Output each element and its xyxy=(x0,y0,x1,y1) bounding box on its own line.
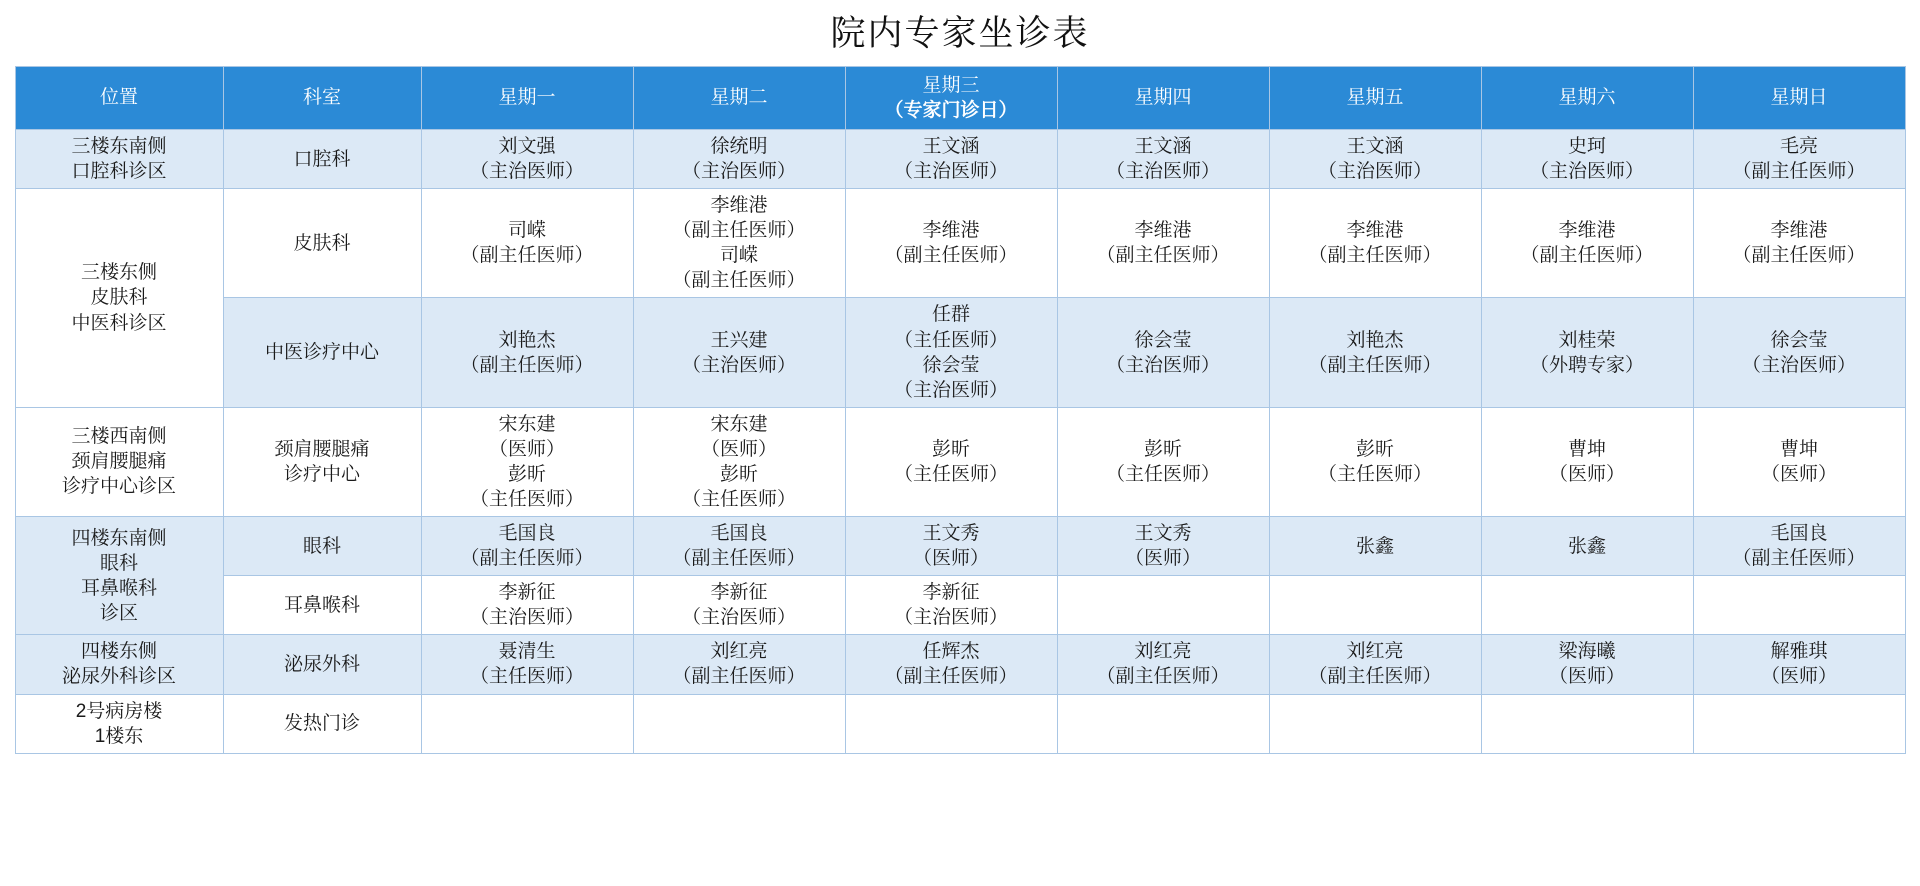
location-line: 泌尿外科诊区 xyxy=(61,666,176,688)
schedule-cell xyxy=(421,576,633,635)
department-line: 颈肩腰腿痛 xyxy=(274,438,370,460)
schedule-cell xyxy=(1481,694,1693,753)
location-line: 三楼东侧 xyxy=(80,262,157,284)
doctor-line: 李维港 xyxy=(1134,220,1192,242)
location-line: 2号病房楼 xyxy=(75,700,163,722)
location-line: 三楼东南侧 xyxy=(71,136,167,157)
doctor-line: 任辉杰 xyxy=(922,641,980,663)
schedule-cell xyxy=(845,517,1057,576)
location-line: 口腔科诊区 xyxy=(71,161,167,183)
schedule-cell xyxy=(845,635,1057,694)
schedule-cell xyxy=(633,517,845,576)
doctor-line: 彭昕 xyxy=(931,438,970,460)
table-row xyxy=(15,130,1905,189)
doctor-line: 李新征 xyxy=(498,582,556,604)
doctor-line: 徐会莹 xyxy=(1770,329,1828,351)
doctor-line: （医师） xyxy=(1760,666,1837,688)
doctor-line: （主任医师） xyxy=(1105,463,1220,485)
schedule-cell xyxy=(421,130,633,189)
doctor-line: （主治医师） xyxy=(893,161,1008,183)
doctor-line: 刘艳杰 xyxy=(1346,329,1404,351)
doctor-line: （主任医师） xyxy=(681,489,796,511)
schedule-cell xyxy=(421,407,633,516)
schedule-cell xyxy=(1481,576,1693,635)
doctor-line: 李维港 xyxy=(1346,220,1404,242)
doctor-line: （副主任医师） xyxy=(672,270,806,292)
schedule-cell xyxy=(1693,517,1905,576)
schedule-cell xyxy=(1693,576,1905,635)
schedule-cell xyxy=(633,298,845,407)
doctor-line: 徐会莹 xyxy=(1134,329,1192,351)
department-cell xyxy=(223,189,421,298)
table-row xyxy=(15,189,1905,298)
expert-schedule-table xyxy=(15,66,1906,754)
doctor-line: 李新征 xyxy=(710,582,768,604)
location-cell xyxy=(15,407,223,516)
schedule-cell xyxy=(1057,189,1269,298)
doctor-line: 徐统明 xyxy=(710,136,768,157)
doctor-line: （副主任医师） xyxy=(1308,354,1442,376)
schedule-cell xyxy=(421,189,633,298)
doctor-line: （主治医师） xyxy=(681,354,796,376)
location-cell xyxy=(15,517,223,635)
schedule-cell xyxy=(845,407,1057,516)
schedule-cell xyxy=(633,189,845,298)
doctor-line: （副主任医师） xyxy=(1732,161,1866,183)
doctor-line: 张鑫 xyxy=(1355,535,1394,557)
doctor-line: 曹坤 xyxy=(1779,438,1818,460)
doctor-line: 梁海曦 xyxy=(1558,641,1616,663)
location-line: 中医科诊区 xyxy=(71,312,167,334)
schedule-cell xyxy=(845,694,1057,753)
doctor-line: （主治医师） xyxy=(681,607,796,629)
schedule-cell xyxy=(1269,130,1481,189)
doctor-line: 刘红亮 xyxy=(710,641,768,663)
doctor-line: （主治医师） xyxy=(893,379,1008,401)
doctor-line: （主任医师） xyxy=(893,463,1008,485)
department-line: 口腔科 xyxy=(293,148,351,170)
schedule-cell xyxy=(1481,635,1693,694)
schedule-cell xyxy=(1481,130,1693,189)
department-cell xyxy=(223,576,421,635)
schedule-cell xyxy=(421,517,633,576)
schedule-cell xyxy=(1269,635,1481,694)
doctor-line: 李维港 xyxy=(1558,220,1616,242)
schedule-cell xyxy=(1693,407,1905,516)
schedule-cell xyxy=(1481,189,1693,298)
doctor-line: （副主任医师） xyxy=(460,354,594,376)
header-wednesday-label: 星期三 xyxy=(922,74,980,96)
doctor-line: 司嵘 xyxy=(719,245,758,267)
schedule-cell xyxy=(633,576,845,635)
schedule-cell xyxy=(1481,298,1693,407)
doctor-line: 王文涵 xyxy=(1346,136,1404,157)
department-line: 中医诊疗中心 xyxy=(264,342,379,364)
doctor-line: （主任医师） xyxy=(469,489,584,511)
doctor-line: 任群 xyxy=(931,304,970,326)
doctor-line: （副主任医师） xyxy=(1308,245,1442,267)
doctor-line: 刘文强 xyxy=(498,136,556,157)
schedule-cell xyxy=(1269,407,1481,516)
doctor-line: 毛亮 xyxy=(1779,136,1818,157)
doctor-line: 王兴建 xyxy=(710,329,768,351)
table-row xyxy=(15,407,1905,516)
schedule-cell xyxy=(1693,130,1905,189)
schedule-cell xyxy=(1693,298,1905,407)
doctor-line: 彭昕 xyxy=(1143,438,1182,460)
doctor-line: 李新征 xyxy=(922,582,980,604)
doctor-line: 李维港 xyxy=(922,220,980,242)
doctor-line: （医师） xyxy=(1548,463,1625,485)
department-cell xyxy=(223,407,421,516)
department-cell xyxy=(223,694,421,753)
schedule-cell xyxy=(1481,517,1693,576)
schedule-cell xyxy=(1693,694,1905,753)
doctor-line: 刘红亮 xyxy=(1134,641,1192,663)
department-line: 泌尿外科 xyxy=(283,653,360,675)
doctor-line: （副主任医师） xyxy=(884,666,1018,688)
doctor-line: 解雅琪 xyxy=(1770,641,1828,663)
doctor-line: （主治医师） xyxy=(469,607,584,629)
doctor-line: 彭昕 xyxy=(507,463,546,485)
schedule-cell xyxy=(1057,407,1269,516)
header-wednesday-sublabel: （专家门诊日） xyxy=(884,100,1018,121)
schedule-cell xyxy=(633,635,845,694)
doctor-line: （医师） xyxy=(912,548,989,570)
table-row xyxy=(15,694,1905,753)
doctor-line: （主治医师） xyxy=(893,607,1008,629)
doctor-line: 宋东建 xyxy=(498,413,556,435)
schedule-cell xyxy=(1269,189,1481,298)
doctor-line: 刘艳杰 xyxy=(498,329,556,351)
schedule-cell xyxy=(1057,635,1269,694)
header-tuesday: 星期二 xyxy=(633,67,845,130)
location-line: 皮肤科 xyxy=(90,287,148,309)
doctor-line: （主治医师） xyxy=(1105,354,1220,376)
doctor-line: （副主任医师） xyxy=(460,245,594,267)
table-row xyxy=(15,517,1905,576)
doctor-line: 宋东建 xyxy=(710,413,768,435)
doctor-line: 王文秀 xyxy=(922,523,980,545)
doctor-line: 史珂 xyxy=(1567,136,1606,157)
page-title: 院内专家坐诊表 xyxy=(830,14,1090,53)
doctor-line: （副主任医师） xyxy=(1096,666,1230,688)
doctor-line: （副主任医师） xyxy=(460,548,594,570)
table-header-row xyxy=(15,67,1905,130)
doctor-line: （医师） xyxy=(1124,548,1201,570)
doctor-line: （医师） xyxy=(488,438,565,460)
doctor-line: （主任医师） xyxy=(893,329,1008,351)
doctor-line: （主治医师） xyxy=(1317,161,1432,183)
doctor-line: （副主任医师） xyxy=(1096,245,1230,267)
schedule-cell xyxy=(845,130,1057,189)
table-row xyxy=(15,576,1905,635)
location-line: 颈肩腰腿痛 xyxy=(71,451,167,473)
doctor-line: （副主任医师） xyxy=(1732,245,1866,267)
doctor-line: （主任医师） xyxy=(1317,463,1432,485)
doctor-line: （主治医师） xyxy=(1105,161,1220,183)
doctor-line: 彭昕 xyxy=(719,463,758,485)
schedule-cell xyxy=(1057,298,1269,407)
doctor-line: 王文秀 xyxy=(1134,523,1192,545)
header-friday: 星期五 xyxy=(1269,67,1481,130)
schedule-cell xyxy=(421,298,633,407)
location-cell xyxy=(15,694,223,753)
department-line: 诊疗中心 xyxy=(283,463,360,485)
location-cell xyxy=(15,130,223,189)
doctor-line: （医师） xyxy=(700,438,777,460)
location-line: 四楼东南侧 xyxy=(71,527,167,549)
doctor-line: （医师） xyxy=(1548,666,1625,688)
doctor-line: （副主任医师） xyxy=(1520,245,1654,267)
schedule-cell xyxy=(421,635,633,694)
doctor-line: 毛国良 xyxy=(710,523,768,545)
header-saturday: 星期六 xyxy=(1481,67,1693,130)
schedule-cell xyxy=(1057,576,1269,635)
department-cell xyxy=(223,130,421,189)
doctor-line: （副主任医师） xyxy=(672,220,806,242)
doctor-line: 曹坤 xyxy=(1567,438,1606,460)
schedule-cell xyxy=(845,576,1057,635)
schedule-cell xyxy=(1693,635,1905,694)
doctor-line: （副主任医师） xyxy=(672,666,806,688)
schedule-cell xyxy=(633,130,845,189)
doctor-line: 毛国良 xyxy=(1770,523,1828,545)
header-department: 科室 xyxy=(223,67,421,130)
table-row xyxy=(15,635,1905,694)
doctor-line: 刘桂荣 xyxy=(1558,329,1616,351)
location-line: 诊区 xyxy=(99,602,138,624)
doctor-line: 毛国良 xyxy=(498,523,556,545)
schedule-cell xyxy=(1269,576,1481,635)
header-thursday: 星期四 xyxy=(1057,67,1269,130)
doctor-line: 李维港 xyxy=(1770,220,1828,242)
location-cell xyxy=(15,635,223,694)
schedule-cell xyxy=(1057,517,1269,576)
doctor-line: （主任医师） xyxy=(469,666,584,688)
table-row xyxy=(15,298,1905,407)
department-line: 眼科 xyxy=(302,535,341,557)
doctor-line: 刘红亮 xyxy=(1346,641,1404,663)
location-cell xyxy=(15,189,223,408)
doctor-line: （副主任医师） xyxy=(672,548,806,570)
schedule-cell xyxy=(1693,189,1905,298)
department-line: 发热门诊 xyxy=(283,713,360,735)
doctor-line: 王文涵 xyxy=(922,136,980,157)
doctor-line: （主治医师） xyxy=(681,161,796,183)
location-line: 四楼东侧 xyxy=(80,641,157,663)
location-line: 三楼西南侧 xyxy=(71,426,167,448)
department-cell xyxy=(223,298,421,407)
doctor-line: （主治医师） xyxy=(1529,161,1644,183)
doctor-line: （副主任医师） xyxy=(1308,666,1442,688)
doctor-line: 张鑫 xyxy=(1567,535,1606,557)
doctor-line: （外聘专家） xyxy=(1529,354,1644,376)
doctor-line: 聂清生 xyxy=(498,641,556,663)
department-cell xyxy=(223,517,421,576)
schedule-cell xyxy=(1057,130,1269,189)
location-line: 耳鼻喉科 xyxy=(80,577,157,599)
schedule-cell xyxy=(633,407,845,516)
schedule-cell xyxy=(1481,407,1693,516)
schedule-cell xyxy=(1269,298,1481,407)
schedule-cell xyxy=(1269,694,1481,753)
schedule-cell xyxy=(1057,694,1269,753)
doctor-line: 王文涵 xyxy=(1134,136,1192,157)
doctor-line: （主治医师） xyxy=(1741,354,1856,376)
location-line: 诊疗中心诊区 xyxy=(61,476,176,498)
header-sunday: 星期日 xyxy=(1693,67,1905,130)
location-line: 眼科 xyxy=(99,552,138,574)
doctor-line: （副主任医师） xyxy=(884,245,1018,267)
schedule-cell xyxy=(845,189,1057,298)
schedule-cell xyxy=(421,694,633,753)
department-cell xyxy=(223,635,421,694)
doctor-line: （医师） xyxy=(1760,463,1837,485)
header-monday: 星期一 xyxy=(421,67,633,130)
department-line: 耳鼻喉科 xyxy=(283,594,360,616)
doctor-line: 徐会莹 xyxy=(922,354,980,376)
schedule-cell xyxy=(1269,517,1481,576)
schedule-cell xyxy=(633,694,845,753)
doctor-line: （主治医师） xyxy=(469,161,584,183)
doctor-line: （副主任医师） xyxy=(1732,548,1866,570)
header-location: 位置 xyxy=(15,67,223,130)
department-line: 皮肤科 xyxy=(293,232,351,254)
header-wednesday xyxy=(845,67,1057,130)
location-line: 1楼东 xyxy=(94,725,144,747)
doctor-line: 李维港 xyxy=(710,195,768,217)
doctor-line: 司嵘 xyxy=(507,220,546,242)
doctor-line: 彭昕 xyxy=(1355,438,1394,460)
schedule-cell xyxy=(845,298,1057,407)
